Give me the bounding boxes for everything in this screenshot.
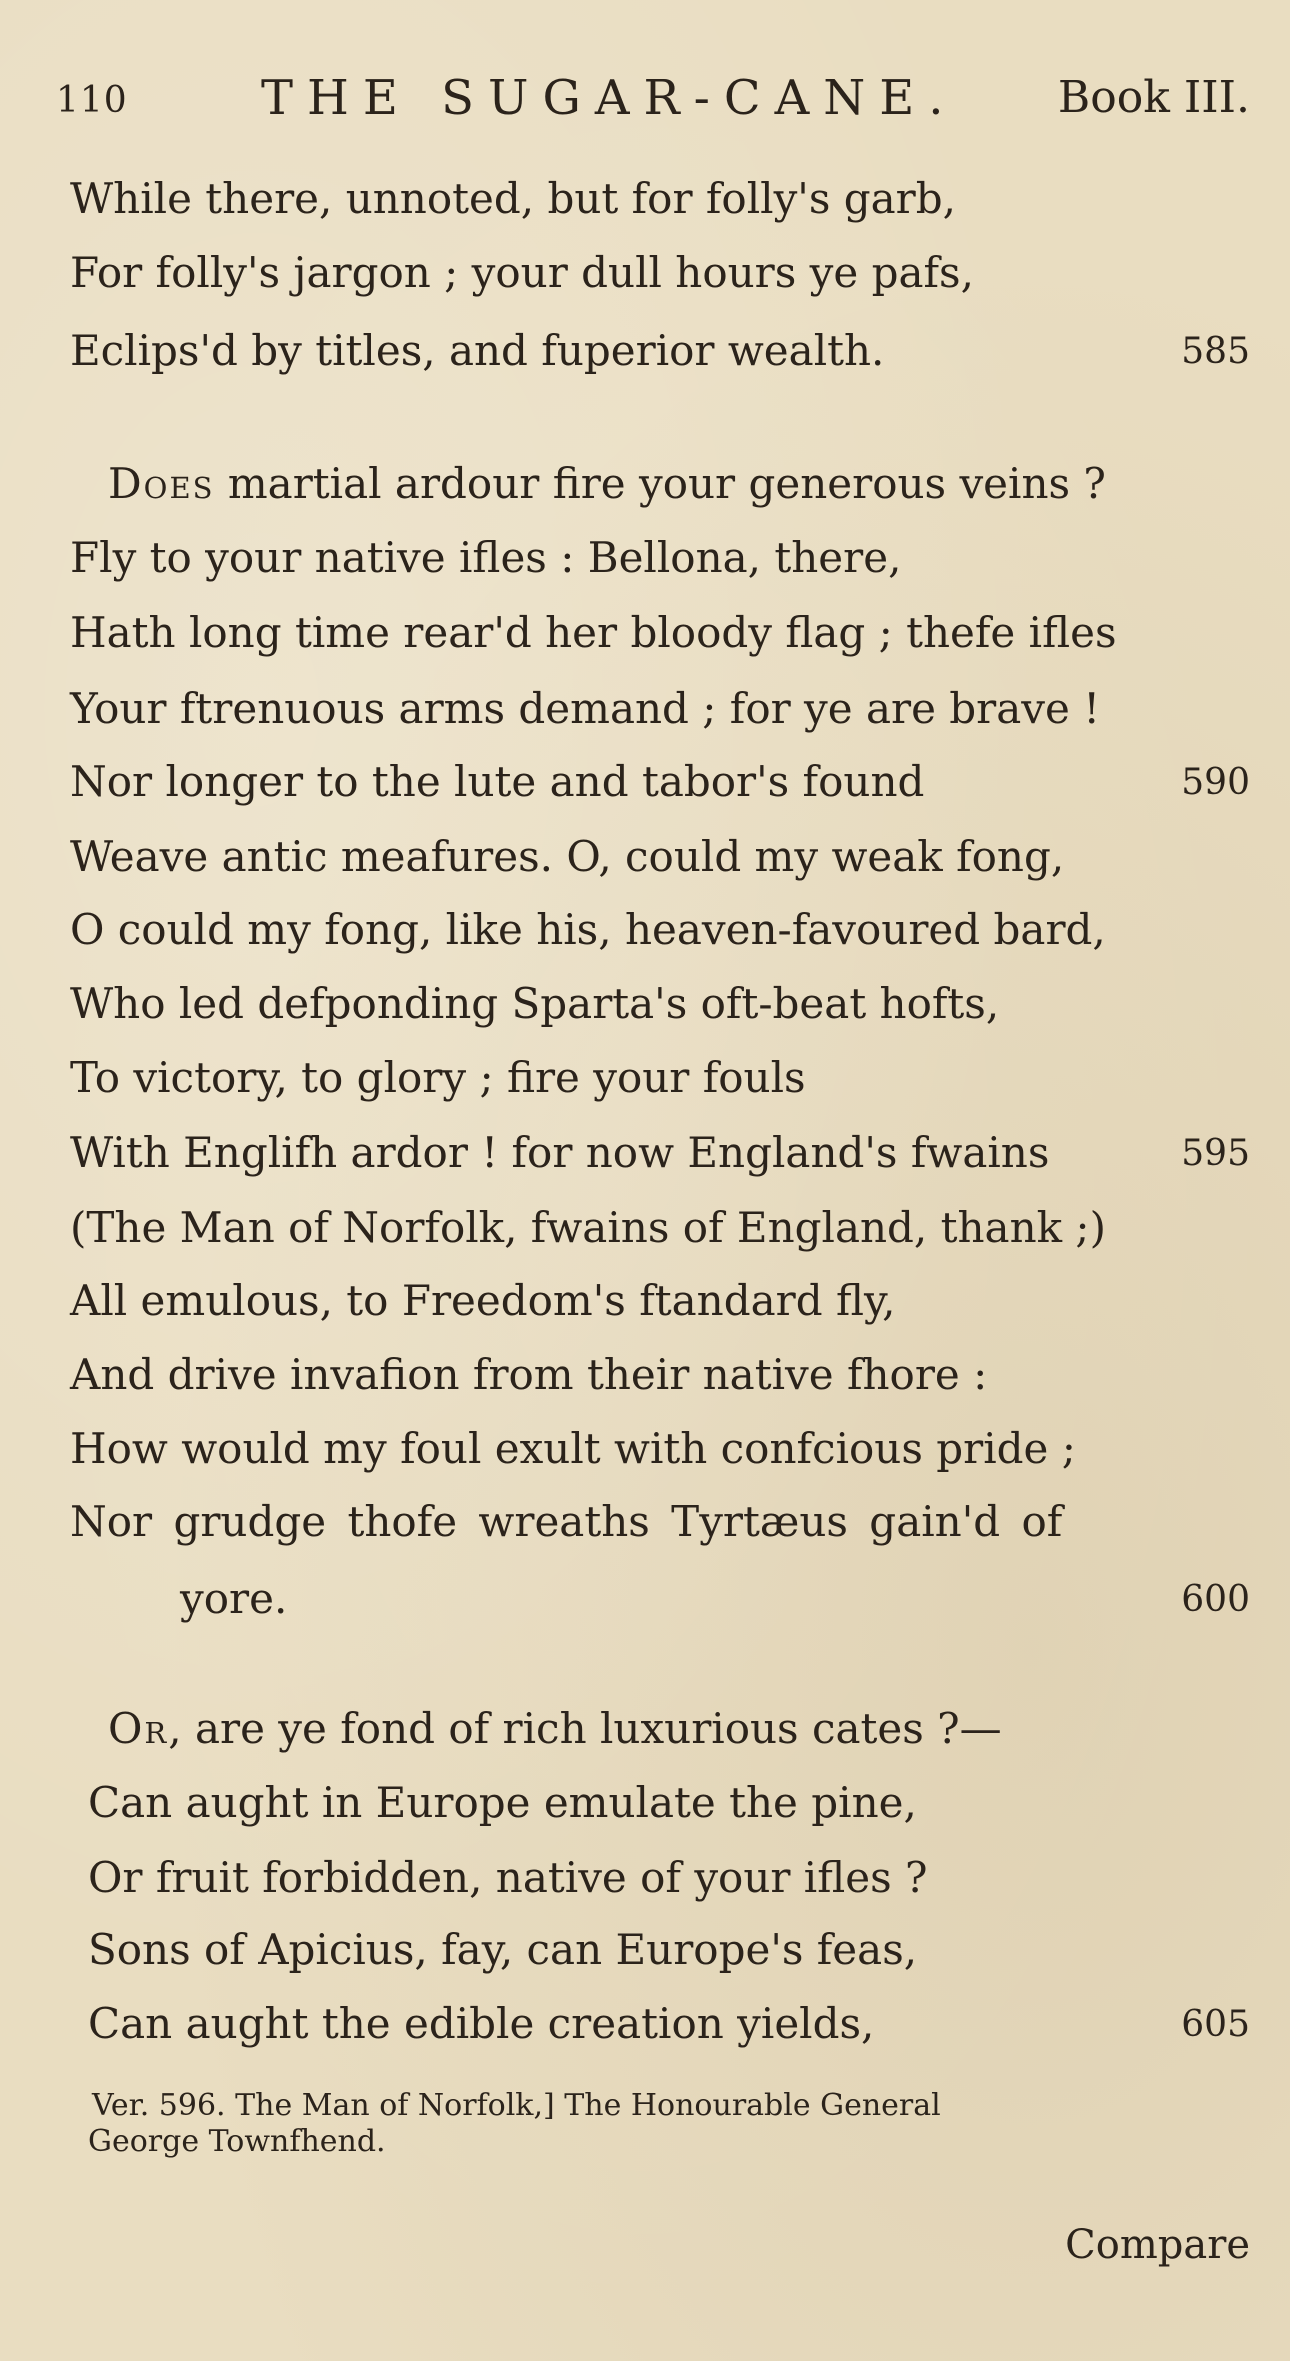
verse-line — [70, 979, 1250, 1031]
catchword: Compare — [1065, 2222, 1250, 2268]
verse-text: Weave antic meafures. O, could my weak fong, — [70, 832, 1065, 881]
running-header — [56, 70, 1250, 150]
verse-line — [70, 1350, 1250, 1402]
verse-text: (The Man of Norfolk, fwains of England, thank ;) — [70, 1203, 1106, 1252]
verse-text: , are ye fond of rich luxurious cates ?— — [168, 1704, 1002, 1753]
verse-text: Nor longer to the lute and tabor's found — [70, 757, 925, 806]
verse-line — [88, 1999, 1250, 2051]
line-number: 595 — [1181, 1133, 1250, 1174]
verse-line-opening — [108, 459, 1250, 511]
verse-line — [88, 1778, 1250, 1830]
verse-text: yore. — [180, 1574, 288, 1623]
verse-text: Nor grudge thofe wreaths Tyrtæus gain'd of — [70, 1497, 1063, 1546]
verse-line — [70, 1203, 1250, 1255]
verse-text: All emulous, to Freedom's ftandard fly, — [70, 1276, 896, 1325]
verse-line — [70, 832, 1250, 884]
verse-line — [70, 533, 1250, 585]
verse-text: Can aught in Europe emulate the pine, — [88, 1778, 917, 1827]
verse-line — [70, 1128, 1250, 1180]
verse-text: How would my foul exult with confcious pride ; — [70, 1424, 1076, 1473]
verse-text: With Englifh ardor ! for now England's fwains — [70, 1128, 1050, 1177]
line-number: 590 — [1181, 762, 1250, 803]
verse-line — [70, 757, 1250, 809]
verse-text: Fly to your native ifles : Bellona, there, — [70, 533, 902, 582]
line-number: 585 — [1181, 331, 1250, 372]
verse-line — [70, 905, 1250, 957]
running-title: THE SUGAR-CANE. — [261, 70, 958, 126]
verse-text: For folly's jargon ; your dull hours ye pafs, — [70, 248, 974, 297]
verse-runover-line — [180, 1574, 1250, 1626]
verse-text: Or fruit forbidden, native of your ifles ? — [88, 1853, 928, 1902]
verse-line — [70, 1053, 1250, 1105]
verse-text: Eclips'd by titles, and fuperior wealth. — [70, 326, 885, 375]
verse-text: Your ftrenuous arms demand ; for ye are brave ! — [70, 684, 1101, 733]
footnote-line: Ver. 596. The Man of Norfolk,] The Honourable General — [92, 2088, 941, 2123]
verse-line — [70, 1276, 1250, 1328]
verse-line — [70, 1497, 1250, 1549]
verse-line — [70, 174, 1250, 226]
verse-text: While there, unnoted, but for folly's garb, — [70, 174, 956, 223]
lead-word: Does — [108, 459, 215, 508]
line-number: 600 — [1181, 1579, 1250, 1620]
verse-line — [70, 608, 1250, 660]
verse-line — [70, 326, 1250, 378]
footnote — [88, 2088, 1250, 2160]
verse-text: Who led defponding Sparta's oft-beat hofts, — [70, 979, 1000, 1028]
page-number: 110 — [56, 80, 128, 121]
verse-line — [88, 1925, 1250, 1977]
verse-text: Can aught the edible creation yields, — [88, 1999, 875, 2048]
verse-text: Hath long time rear'd her bloody flag ; thefe ifles — [70, 608, 1117, 657]
verse-text: To victory, to glory ; fire your fouls — [70, 1053, 806, 1102]
verse-text: O could my fong, like his, heaven-favoured bard, — [70, 905, 1106, 954]
verse-line — [88, 1853, 1250, 1905]
book-label: Book III. — [1057, 72, 1250, 123]
verse-line — [70, 1424, 1250, 1476]
line-number: 605 — [1181, 2004, 1250, 2045]
verse-line-opening — [108, 1704, 1250, 1756]
lead-word: Or — [108, 1704, 169, 1753]
verse-line — [70, 248, 1250, 300]
footnote-line: George Townfhend. — [88, 2124, 386, 2159]
verse-text: Sons of Apicius, fay, can Europe's feas, — [88, 1925, 918, 1974]
verse-text: And drive invafion from their native fhore : — [70, 1350, 988, 1399]
verse-text: martial ardour fire your generous veins ? — [214, 459, 1106, 508]
verse-line — [70, 684, 1250, 736]
